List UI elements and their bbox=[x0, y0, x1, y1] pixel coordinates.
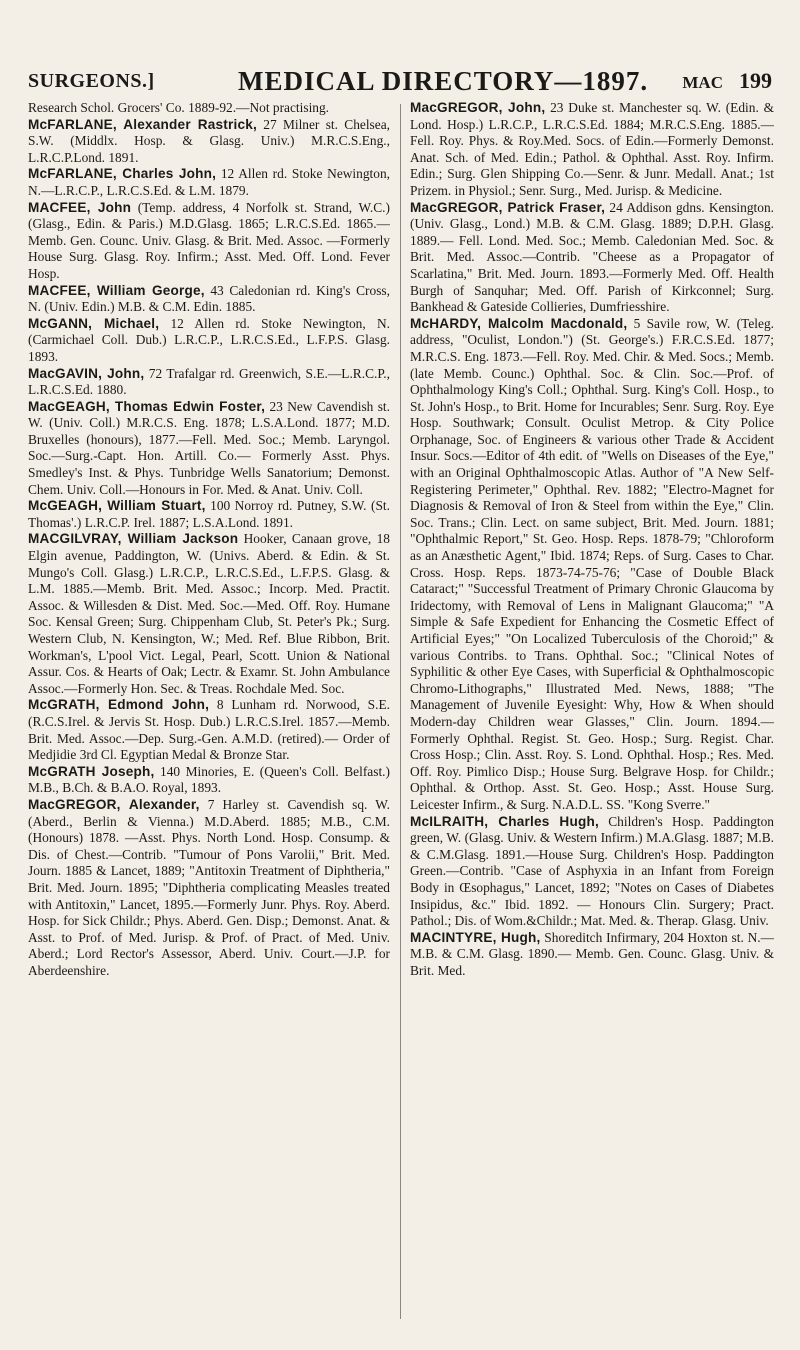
directory-entry bbox=[28, 166, 390, 199]
entry-name: MACGILVRAY, William Jackson bbox=[28, 531, 239, 547]
right-column bbox=[410, 100, 774, 1340]
directory-entry bbox=[28, 697, 390, 763]
entry-text: 27 Milner st. Chelsea, S.W. (Middlx. Hosp. & Glasg. Univ.) M.R.C.S.Eng., L.R.C.P.Lond. 1891. bbox=[28, 116, 390, 165]
entry-text: 5 Savile row, W. (Teleg. address, "Oculist, London.") (St. George's.) F.R.C.S.Ed. 1877; M.R.C.S. Eng. 1873.—Fell. Roy. Med. Chir. & Med. Socs.; Memb. (late Memb. Counc.) Ophthal. Soc. & Clin. Soc.—Prof. of Ophthalmology King's Coll.; Ophthal. Surg. King's Coll. Hosp., to St. John's Hosp., to Brit. Home for Incurables; Senr. Surg. Roy. Eye Hosp. Southwark; Consult. Oculist Metrop. & City Police Orphanage, Soc. of Engineers & various other Trade & Accident Insur. Socs.—Editor of 4th edit. of "Wells on Diseases of the Eye," with an Original Ophthalmoscopic Atlas. Author of "A New Self-Registering Perimeter," Ophthal. Rev. 1882; "Electro-Magnet for Diagnosis & Removal of Iron & Steel from within the Eye," Clin. Soc. Trans.; Clin. Lect. on same subject, Brit. Med. Journ. 1881; "Ophthalmic Report," St. Geo. Hosp. Reps. 1878-79; "Chloroform as an Anæsthetic Agent," Ibid. 1874; Reps. of Surg. Cases to Char. Cross. Hosp. Reps. 1873-74-75-76; "Case of Double Black Cataract;" "Successful Treatment of Primary Chronic Glaucoma by Iridectomy, with Removal of Lens in Malignant Glaucoma;" "A Simple & Safe Expedient for Enhancing the Cosmetic Effect of Artificial Eyes;" "On Localized Tuberculosis of the Choroid;" & various Contribs. to Trans. Ophthal. Soc.; "Clinical Notes of Syphilitic & other Eye Cases, with Superficial & Ophthalmoscopic Chromo-Lithographs," Illustrated Med. News, 1888; "The Management of Juvenile Eyesight: Why, How & When should Modern-day Children wear Glasses," Clin. Journ. 1894.— Formerly Ophthal. Regist. St. Geo. Hosp.; Surg. Regist. Char. Cross Hosp.; Clin. Asst. Roy. S. Lond. Ophthal. Hosp.; Res. Med. Off. Roy. Pimlico Disp.; House Surg. Belgrave Hosp. for Childr.; Ophthal. & Orthop. Asst. St. Geo. Hosp.; Asst. House Surg. Leicester Infirm., & Surg. N.A.D.L. SS. "Kong Sverre." bbox=[410, 315, 774, 812]
directory-entry bbox=[410, 200, 774, 316]
entry-name: McGANN, Michael, bbox=[28, 315, 160, 331]
entry-text: 12 Allen rd. Stoke Newington, N.—L.R.C.P., L.R.C.S.Ed. & L.M. 1879. bbox=[28, 166, 390, 198]
directory-entry bbox=[410, 316, 774, 814]
entry-name: McHARDY, Malcolm Macdonald, bbox=[410, 315, 628, 331]
entry-name: McGRATH Joseph, bbox=[28, 763, 155, 779]
directory-entry bbox=[28, 764, 390, 797]
entry-name: McGRATH, Edmond John, bbox=[28, 697, 210, 713]
directory-entry bbox=[410, 814, 774, 930]
entry-text: 8 Lunham rd. Norwood, S.E. (R.C.S.Irel. & Jervis St. Hosp. Dub.) L.R.C.S.Irel. 1857.—Memb. Brit. Med. Assoc.—Dep. Surg.-Gen. A.M.D. (retired).— Order of Medjidie 3rd Cl. Egyptian Medal & Bronze Star. bbox=[28, 697, 390, 763]
directory-entry bbox=[410, 100, 774, 200]
entry-name: MacGAVIN, John, bbox=[28, 365, 145, 381]
entry-text: 24 Addison gdns. Kensington. (Univ. Glasg., Lond.) M.B. & C.M. Glasg. 1889; D.P.H. Glasg. 1889.— Fell. Lond. Med. Soc.; Memb. Caledonian Med. Soc. & Brit. Med. Assoc.—Contrib. "Cheese as a Propagator of Scarlatina," Brit. Med. Journ. 1893.—Formerly Med. Off. Health Burgh of Sanquhar; Med. Off. Parish of Kirkconnel; Surg. Bankhead & Gateside Collieries, Dumfriesshire. bbox=[410, 199, 774, 315]
index-abbreviation: MAC bbox=[682, 73, 723, 92]
entry-name: MACINTYRE, Hugh, bbox=[410, 929, 541, 945]
entry-text: 100 Norroy rd. Putney, S.W. (St. Thomas'.) L.R.C.P. Irel. 1887; L.S.A.Lond. 1891. bbox=[28, 498, 390, 530]
directory-entry bbox=[28, 531, 390, 697]
page-number: 199 bbox=[739, 68, 772, 93]
entry-name: McFARLANE, Alexander Rastrick, bbox=[28, 116, 257, 132]
entry-text: Hooker, Canaan grove, 18 Elgin avenue, Paddington, W. (Univs. Aberd. & Edin. & St. Mungo's Coll. Glasg.) L.R.C.P., L.R.C.S.Ed., L.F.P.S. Glasg. & L.M. 1885.—Memb. Brit. Med. Assoc.; Incorp. Med. Practit. Assoc. & Willesden & Dist. Med. Soc.—Med. Off. Roy. Humane Soc. Kensal Green; Surg. Chippenham Club, St. Peter's Pk.; Surg. Western Club, N. Kensington, W.; Med. Ref. Blue Ribbon, Brit. Workman's, L'pool Vict. Legal, Pearl, Scott. Union & National Assur. Cos. & Hearts of Oak; Lectr. & Examr. St. John Ambulance Assoc.—Formerly Hon. Sec. & Treas. Rochdale Med. Soc. bbox=[28, 531, 390, 696]
left-column bbox=[28, 100, 390, 1340]
entry-text: 72 Trafalgar rd. Greenwich, S.E.—L.R.C.P., L.R.C.S.Ed. 1880. bbox=[28, 365, 390, 398]
section-title: SURGEONS.] bbox=[28, 70, 155, 92]
directory-entry bbox=[28, 117, 390, 167]
directory-entry bbox=[28, 366, 390, 399]
entry-text: Children's Hosp. Paddington green, W. (Glasg. Univ. & Western Infirm.) M.A.Glasg. 1887; M.B. & C.M.Glasg. 1891.—House Surg. Children's Hosp. Paddington Green.—Contrib. "Case of Asphyxia in an Infant from Foreign Body in Œsophagus," Lancet, 1892; "Notes on Cases of Diabetes Insipidus, &c." Ibid. 1892. — Honours Clin. Surgery; Pract. Pathol.; Dis. of Wom.&Childr.; Mat. Med. &. Therap. Glasg. Univ. bbox=[410, 813, 774, 929]
entry-text: 140 Minories, E. (Queen's Coll. Belfast.) M.B., B.Ch. & B.A.O. Royal, 1893. bbox=[28, 763, 390, 796]
entry-name: McFARLANE, Charles John, bbox=[28, 166, 217, 182]
entry-text: Research Schol. Grocers' Co. 1889-92.—Not practising. bbox=[28, 100, 330, 115]
entry-name: MACFEE, John bbox=[28, 199, 132, 215]
page-header bbox=[28, 58, 772, 98]
directory-entry bbox=[28, 399, 390, 499]
directory-entry bbox=[410, 930, 774, 980]
directory-entry bbox=[28, 283, 390, 316]
entry-text: 12 Allen rd. Stoke Newington, N. (Carmichael Coll. Dub.) L.R.C.P., L.R.C.S.Ed., L.F.P.S. Glasg. 1893. bbox=[28, 315, 390, 364]
column-divider bbox=[400, 104, 401, 1319]
entry-text: (Temp. address, 4 Norfolk st. Strand, W.C.) (Glasg., Edin. & Paris.) M.D.Glasg. 1865; L.R.C.S.Ed. 1865.—Memb. Gen. Counc. Univ. Glasg. & Brit. Med. Assoc. —Formerly House Surg. Glasg. Roy. Infirm.; Asst. Med. Off. Lond. Fever Hosp. bbox=[28, 199, 390, 281]
entry-name: MacGEAGH, Thomas Edwin Foster, bbox=[28, 398, 266, 414]
directory-entry bbox=[28, 498, 390, 531]
directory-entry bbox=[28, 316, 390, 366]
running-title: MEDICAL DIRECTORY—1897. bbox=[238, 66, 649, 96]
entry-name: MacGREGOR, John, bbox=[410, 100, 546, 115]
directory-entry bbox=[28, 100, 390, 117]
entry-text: 23 New Cavendish st. W. (Univ. Coll.) M.R.C.S. Eng. 1878; L.S.A.Lond. 1877; M.D. Bruxelles (honours), 1877.—Fell. Med. Soc.; Memb. Laryngol. Soc.—Surg.-Capt. Hon. Artill. Co.— Formerly Asst. Phys. Smedley's Inst. & Phys. Tunbridge Wells Sanatorium; Demonst. Chem. Univ. Coll.—Honours in For. Med. & Anat. Univ. Coll. bbox=[28, 398, 390, 497]
directory-entry bbox=[28, 797, 390, 980]
entry-text: Shoreditch Infirmary, 204 Hoxton st. N.—M.B. & C.M. Glasg. 1890.— Memb. Gen. Counc. Glasg. Univ. & Brit. Med. bbox=[410, 929, 774, 978]
entry-name: MACFEE, William George, bbox=[28, 282, 205, 298]
directory-entry bbox=[28, 200, 390, 283]
entry-text: 7 Harley st. Cavendish sq. W. (Aberd., Berlin & Vienna.) M.D.Aberd. 1885; M.B., C.M. (Honours) 1878. —Asst. Phys. North Lond. Hosp. Consump. & Dis. of Chest.—Contrib. "Tumour of Pons Varolii," Brit. Med. Journ. 1885 & Lancet, 1889; "Antitoxin Treatment of Diphtheria," Brit. Med. Journ. 1895; "Diphtheria complicating Measles treated with Antitoxin," Lancet, 1895.—Formerly Junr. Phys. Roy. Aberd. Hosp. for Sick Childr.; Phys. Aberd. Gen. Disp.; Demonst. Anat. & Asst. to Prof. of Med. Jurisp. & Prof. of Pract. of Med. Univ. Aberd.; Lord Rector's Assessor, Aberd. Univ. Court.—J.P. for Aberdeenshire. bbox=[28, 796, 390, 978]
entry-name: MacGREGOR, Alexander, bbox=[28, 796, 200, 812]
entry-name: MacGREGOR, Patrick Fraser, bbox=[410, 199, 606, 215]
entry-name: McGEAGH, William Stuart, bbox=[28, 498, 206, 514]
entry-name: McILRAITH, Charles Hugh, bbox=[410, 813, 599, 829]
entry-text: 23 Duke st. Manchester sq. W. (Edin. & Lond. Hosp.) L.R.C.P., L.R.C.S.Ed. 1884; M.R.C.S.Eng. 1885.—Fell. Roy. Phys. & Roy.Med. Socs. of Edin.—Formerly Demonst. Anat. Sch. of Med. Edin.; Pathol. & Ophthal. Asst. Roy. Infirm. Edin.; Surg. Glen Shipping Co.—Senr. & Junr. Medall. Anat.; 1st Prizem. in Physiol.; Senr. Surg., Med. Jurisp. & Medicine. bbox=[410, 100, 774, 198]
page-marker bbox=[682, 68, 772, 94]
entry-text: 43 Caledonian rd. King's Cross, N. (Univ. Edin.) M.B. & C.M. Edin. 1885. bbox=[28, 282, 390, 315]
